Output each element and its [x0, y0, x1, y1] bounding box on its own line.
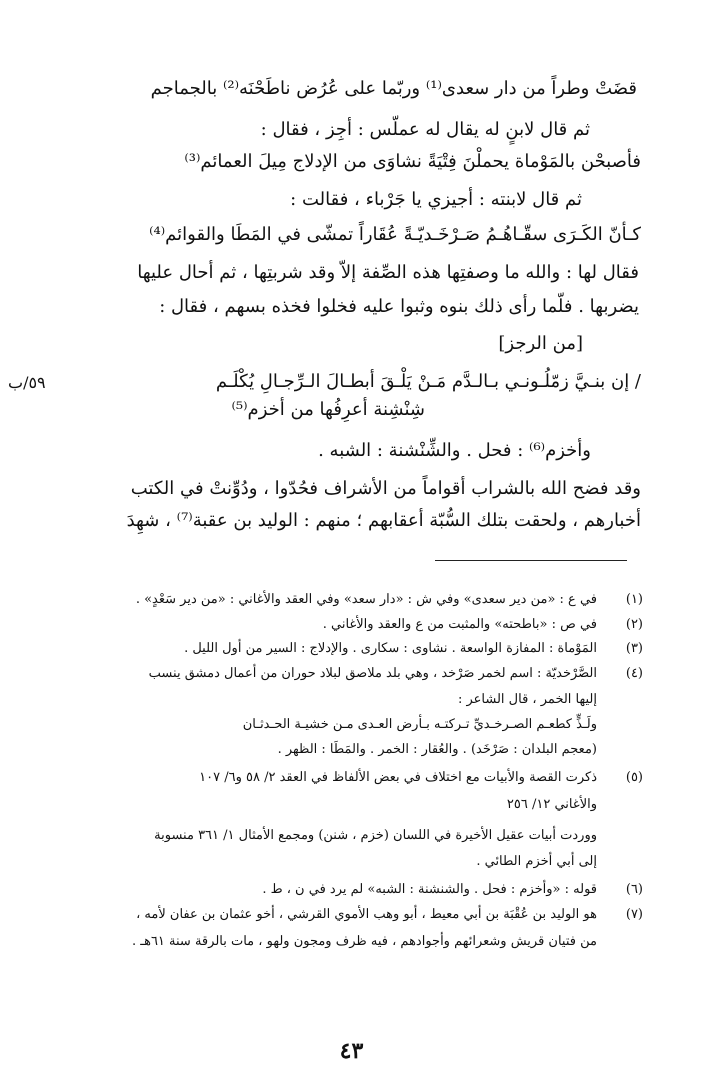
footnote-line: قوله : «وأخزم : فحل . والشنشنة : الشبه» لم يرد في ن ، ط . [262, 882, 597, 897]
meter-label: [من الرجز] [498, 333, 583, 354]
body-line-1: قضَتْ وطراً من دار سعدى⁽¹⁾ وربّما على عُرُض ناطَحْنَه⁽²⁾ بالجماجم [150, 78, 637, 99]
footnote-line: الصَّرْخديّة : اسم لخمر صَرْخد ، وهي بلد ملاصق لبلاد حوران من أعمال دمشق ينسب [148, 666, 597, 681]
body-line-2: ثم قال لابنٍ له يقال له عملّس : أجِز ، فقال : [260, 119, 590, 140]
body-line-7: يضربها . فلّما رأى ذلك بنوه وثبوا عليه فخلوا فخذه بسهم ، فقال : [159, 296, 639, 317]
body-line-10: شِنْشِنة أعرِفُها من أخزم⁽⁵⁾ [231, 399, 425, 420]
body-line-4: ثم قال لابنته : أجيزي يا جَرْباء ، فقالت : [290, 189, 582, 210]
footnote-separator [435, 560, 627, 561]
footnote-line: هو الوليد بن عُقْبَة بن أبي معيط ، أبو وهب الأموي القرشي ، أخو عثمان بن عفان لأمه ، [136, 907, 597, 922]
footnote-number: (٧) [625, 907, 643, 922]
footnote-line: في ع : «من دير سعدى» وفي ش : «دار سعد» وفي العقد والأغاني : «من دير سَعْدٍ» . [135, 592, 597, 607]
body-line-3: فأصبحْن بالمَوْماة يحملْنَ فِتْيَةً نشاوَى من الإدلاج مِيلَ العمائم⁽³⁾ [184, 151, 641, 172]
footnote-line: في ص : «باطحته» والمثبت من ع والعقد والأغاني . [322, 617, 597, 632]
footnote-number: (٦) [625, 882, 643, 897]
footnote-number: (٣) [625, 641, 643, 656]
footnote-line: ووردت أبيات عقيل الأخيرة في اللسان (خزم ، شنن) ومجمع الأمثال ١/ ٣٦١ منسوبة [154, 828, 597, 843]
footnote-line: من فتيان قريش وشعرائهم وأجوادهم ، فيه ظرف ومجون ولهو ، مات بالرقة سنة ٦١هـ . [132, 934, 597, 949]
footnote-line: المَوْماة : المفازة الواسعة . نشاوى : سكارى . والإدلاج : السير من أول الليل . [184, 641, 597, 656]
body-line-6: فقال لها : والله ما وصفتِها هذه الصِّفة إلاّ وقد شربتِها ، ثم أحال عليها [137, 262, 639, 283]
body-line-12: وقد فضح الله بالشراب أقواماً من الأشراف فحُدّوا ، ودُوِّنتْ في الكتب [130, 478, 641, 499]
footnote-number: (٢) [625, 617, 643, 632]
body-line-13: أخبارهم ، ولحقت بتلك السُّبّة أعقابهم ؛ منهم : الوليد بن عقبة⁽⁷⁾ ، شهِدَ [126, 510, 641, 531]
footnote-number: (٥) [625, 770, 643, 785]
footnote-line: ولَـذٍّ كطعـم الصـرخـديِّ تـركتـه بـأرض العـدى مـن خشيـة الحـدثـان [242, 717, 597, 732]
footnote-line: ذكرت القصة والأبيات مع اختلاف في بعض الألفاظ في العقد ٢/ ٥٨ و٦/ ١٠٧ [199, 770, 597, 785]
footnote-line: إليها الخمر ، قال الشاعر : [457, 692, 597, 707]
page-number: ٤٣ [339, 1038, 364, 1064]
footnote-line: والأغاني ١٢/ ٢٥٦ [506, 797, 597, 812]
footnote-number: (١) [625, 592, 643, 607]
body-line-9: / إن بنـيَّ زمّلُـونـي بـالـدَّم مَـنْ يَلْـقَ أبطـالَ الـرِّجـالِ يُكْلَـم [215, 371, 641, 392]
footnote-number: (٤) [625, 666, 643, 681]
body-line-11: وأخزم⁽⁶⁾ : فحل . والشِّنْشنة : الشبه . [318, 440, 591, 461]
footnote-line: إلى أبي أخزم الطائي . [476, 854, 597, 869]
folio-margin-note: ٥٩/ب [8, 373, 46, 392]
footnote-line: (معجم البلدان : صَرْخَد) . والعُقار : الخمر . والمَطَا : الظهر . [277, 742, 597, 757]
body-line-5: كـأنّ الكَـرَى سقّـاهُـمُ صَـرْخَـديّـةً عُقَاراً تمشّى في المَطَا والقوائم⁽⁴⁾ [149, 224, 641, 245]
